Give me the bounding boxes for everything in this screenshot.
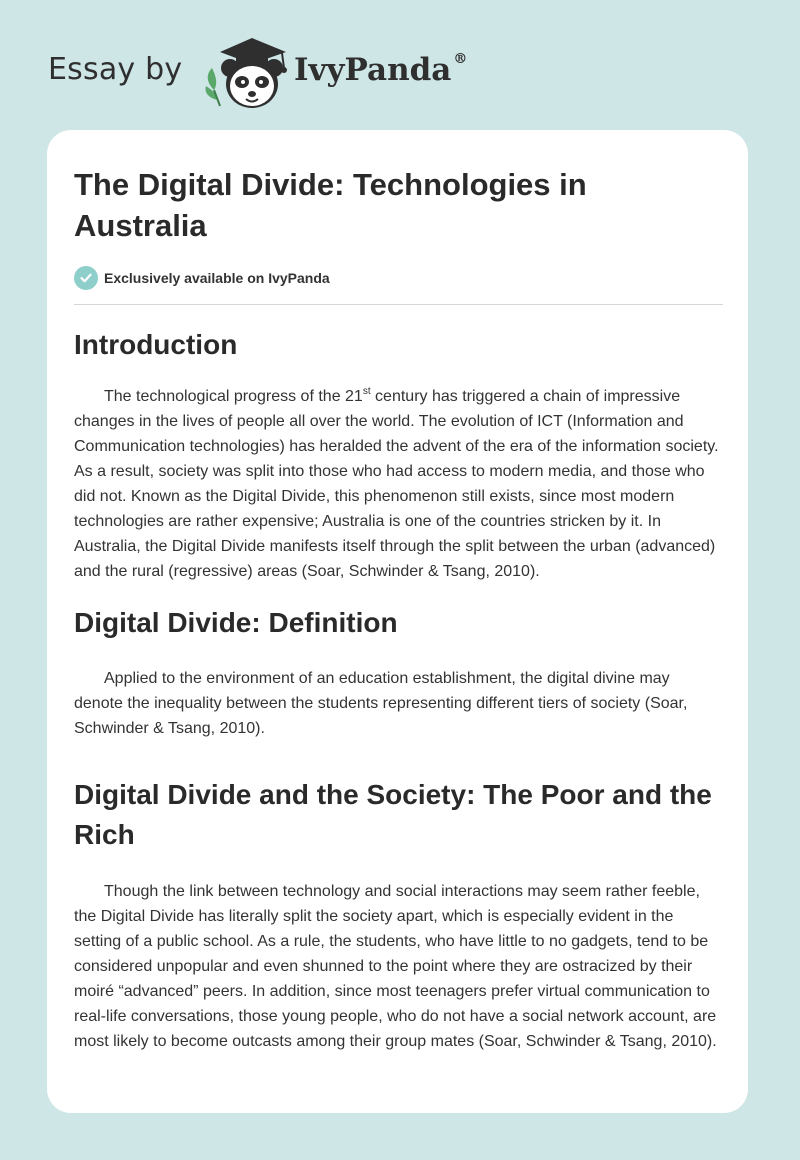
section-paragraph-society: Though the link between technology and social interactions may seem rather feeble, the Digital Divide has literally split the society apart, which is especially evident in the setting of a public school. As a rule, the students, who have little to no gadgets, tend to be considered unpopular and even shunned to the point where they are ostracized by their moiré “advanced” peers. In addition, since most teenagers prefer virtual communication to real-life conversations, those young people, who do not have a social network account, are most likely to become outcasts among their group mates (Soar, Schwinder & Tsang, 2010). <box>74 883 717 1050</box>
section-heading-definition: Digital Divide: Definition <box>74 607 398 638</box>
brand-logo-text: IvyPanda ® <box>294 50 468 88</box>
exclusive-badge <box>74 264 723 292</box>
section-heading-introduction: Introduction <box>74 329 238 360</box>
section-paragraph-definition: Applied to the environment of an education establishment, the digital divine may denote the inequality between the students representing different tiers of society (Soar, Schwinder & Tsang, 2010). <box>74 670 688 737</box>
section-heading-society: Digital Divide and the Society: The Poor and the Rich <box>74 779 712 850</box>
essay-by-label: Essay by <box>48 52 183 87</box>
divider <box>74 304 723 305</box>
check-circle-icon <box>74 266 98 290</box>
panda-graduate-icon <box>200 34 296 112</box>
article-card <box>47 130 748 1113</box>
site-header <box>48 30 508 110</box>
section-paragraph-introduction: The technological progress of the 21st century has triggered a chain of impressive changes in the lives of people all over the world. The evolution of ICT (Information and Communication technologies) has heralded the advent of the era of the information society. As a result, society was split into those who had access to modern media, and those who did not. Known as the Digital Divide, this phenomenon still exists, since most modern technologies are rather expensive; Australia is one of the countries stricken by it. In Australia, the Digital Divide manifests itself through the split between the urban (advanced) and the rural (regressive) areas (Soar, Schwinder & Tsang, 2010). <box>74 385 719 580</box>
badge-label: Exclusively available on IvyPanda <box>104 270 330 286</box>
article-title: The Digital Divide: Technologies in Australia <box>74 167 587 243</box>
